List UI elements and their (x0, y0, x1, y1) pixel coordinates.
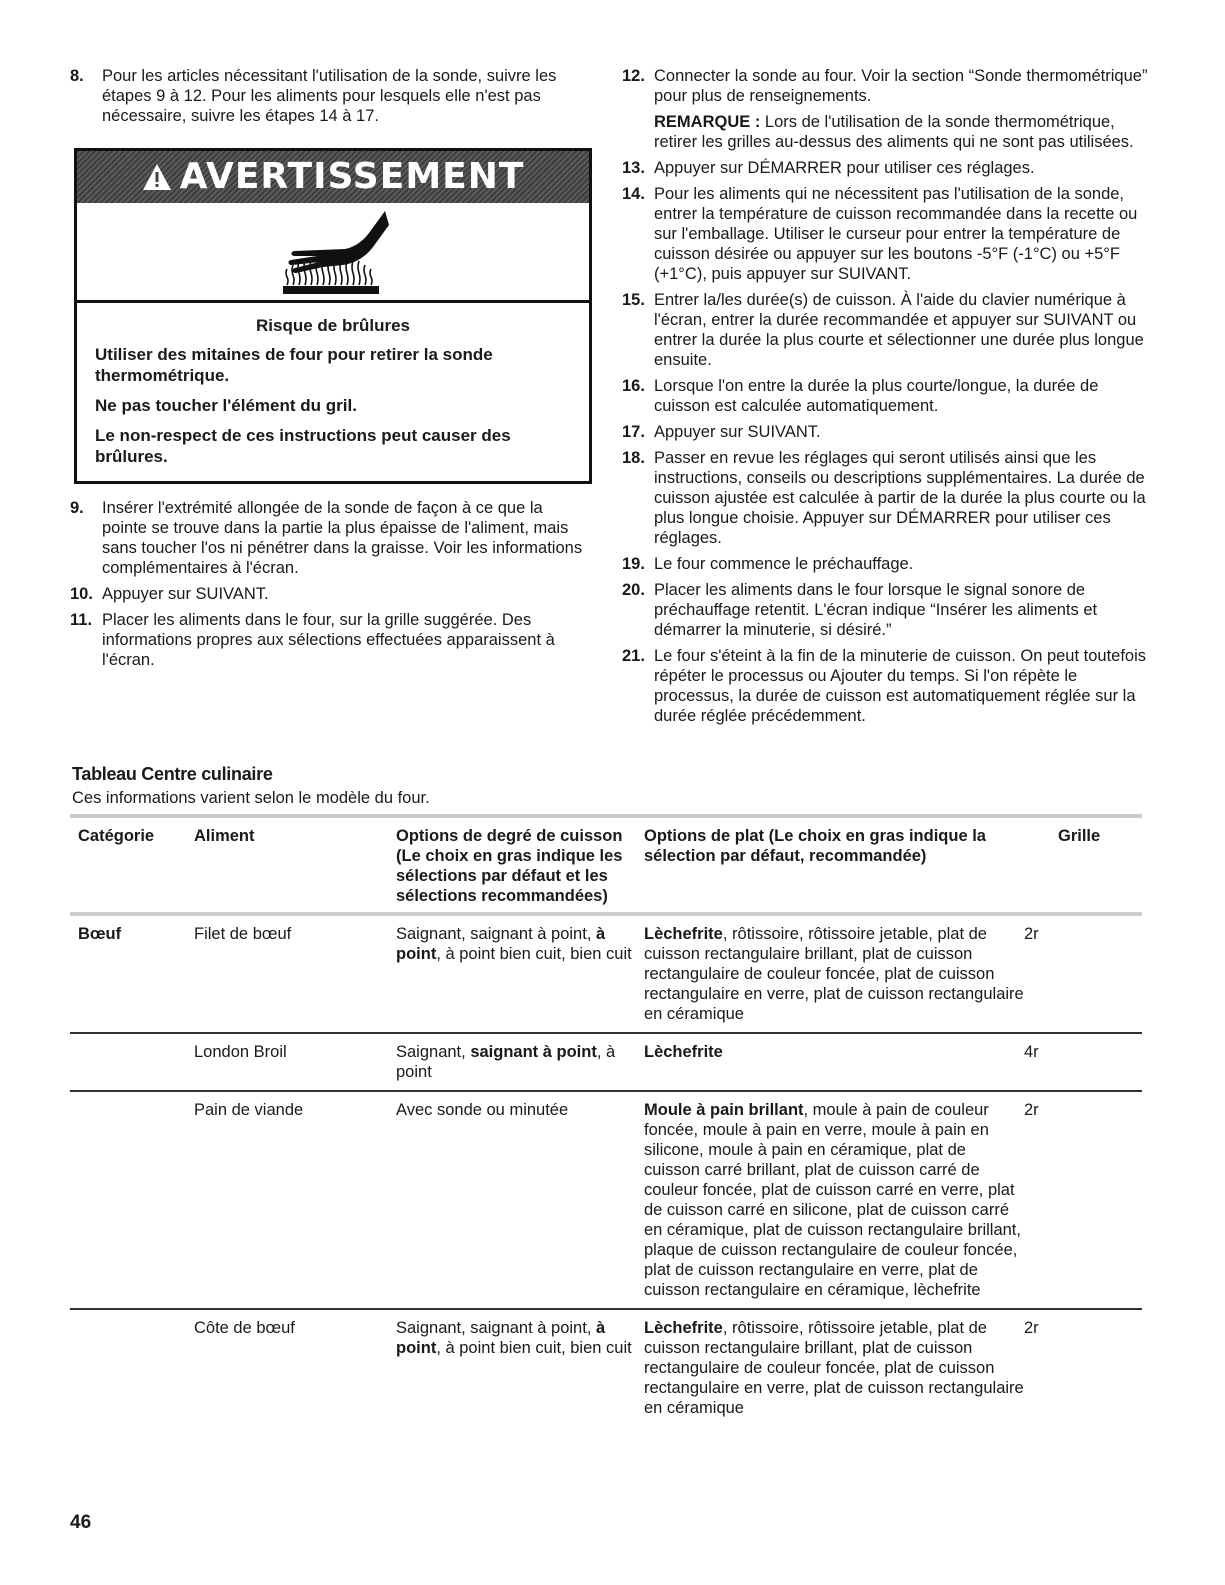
step-text: Pour les aliments qui ne nécessitent pas l'utilisation de la sonde, entrer la température de cuisson recommandée dans la recette ou sur l'emballage. Utiliser le curseur pour entrer la température de cuisson désirée ou appuyer sur les boutons -5°F (-1°C) ou +5°F (+1°C), puis appuyer sur SUIVANT. (654, 185, 1138, 283)
step-13 (622, 158, 1152, 178)
note-label: REMARQUE : (654, 113, 761, 131)
step-text: Pour les articles nécessitant l'utilisation de la sonde, suivre les étapes 9 à 12. Pour les aliments pour lesquels elle n'est pas nécessaire, suivre les étapes 14 à 17. (102, 67, 557, 125)
table-row (70, 916, 1142, 1034)
step-text: Lorsque l'on entre la durée la plus courte/longue, la durée de cuisson est calculée automatiquement. (654, 377, 1099, 415)
cell-category (70, 1318, 194, 1418)
cell-pan: Lèchefrite, rôtissoire, rôtissoire jetable, plat de cuisson rectangulaire brillant, plat de cuisson rectangulaire de couleur foncée, plat de cuisson rectangulaire en verre, plat de cuisson rectangulaire en céramique (644, 1319, 1024, 1417)
left-column (70, 66, 590, 676)
step-number: 8. (70, 67, 84, 85)
step-note (654, 112, 1152, 152)
cooking-table (70, 814, 1142, 1426)
step-number: 11. (70, 611, 93, 629)
cell-rack: 2r (1024, 1101, 1039, 1119)
step-number: 21. (622, 647, 645, 665)
cell-rack: 4r (1024, 1043, 1039, 1061)
right-column (622, 66, 1152, 732)
page-number: 46 (70, 1512, 92, 1533)
step-number: 13. (622, 159, 645, 177)
step-text: Appuyer sur SUIVANT. (654, 423, 821, 441)
step-text: Passer en revue les réglages qui seront utilisés ainsi que les instructions, conseils ou descriptions supplémentaires. La durée de cuisson ajustée est calculée à partir de la durée la plus courte ou la plus longue choisie. Appuyer sur DÉMARRER pour utiliser ces réglages. (654, 449, 1146, 547)
step-number: 12. (622, 67, 645, 85)
cell-rack: 2r (1024, 925, 1039, 943)
step-20 (622, 580, 1152, 640)
table-row (70, 1092, 1142, 1310)
step-16 (622, 376, 1152, 416)
step-19 (622, 554, 1152, 574)
step-12 (622, 66, 1152, 152)
step-9 (70, 498, 590, 578)
step-number: 19. (622, 555, 645, 573)
cell-doneness: Saignant, saignant à point, à point, à point bien cuit, bien cuit (396, 1319, 632, 1357)
table-row (70, 1310, 1142, 1426)
step-text: Le four commence le préchauffage. (654, 555, 914, 573)
cell-doneness: Saignant, saignant à point, à point, à point bien cuit, bien cuit (396, 925, 632, 963)
warning-body (77, 303, 589, 481)
step-14 (622, 184, 1152, 284)
cell-pan: Lèchefrite, rôtissoire, rôtissoire jetable, plat de cuisson rectangulaire brillant, plat de cuisson rectangulaire de couleur foncée, plat de cuisson rectangulaire en verre, plat de cuisson rectangulaire en céramique (644, 925, 1024, 1023)
step-number: 15. (622, 291, 645, 309)
step-text: Appuyer sur DÉMARRER pour utiliser ces réglages. (654, 159, 1035, 177)
header-category: Catégorie (78, 827, 155, 845)
step-11 (70, 610, 590, 670)
step-text: Appuyer sur SUIVANT. (102, 585, 269, 603)
table-title: Tableau Centre culinaire (72, 764, 273, 784)
step-number: 10. (70, 585, 93, 603)
cell-food: Pain de viande (194, 1101, 304, 1119)
step-18 (622, 448, 1152, 548)
step-8 (70, 66, 590, 126)
warning-header (77, 151, 589, 203)
header-doneness: Options de degré de cuisson (Le choix en gras indique les sélections par défaut et les sélections recommandées) (396, 827, 623, 905)
step-number: 18. (622, 449, 645, 467)
cell-food: Filet de bœuf (194, 925, 292, 943)
step-text: Connecter la sonde au four. Voir la section “Sonde thermométrique” pour plus de renseignements. (654, 67, 1148, 105)
step-text: Le four s'éteint à la fin de la minuterie de cuisson. On peut toutefois répéter le processus ou Ajouter du temps. Si l'on répète le processus, la durée de cuisson est automatiquement réglée sur la durée réglée précédemment. (654, 647, 1147, 725)
cell-doneness: Saignant, saignant à point, à point (396, 1043, 616, 1081)
warning-box (74, 148, 592, 484)
step-number: 14. (622, 185, 645, 203)
warning-risk: Risque de brûlures (256, 316, 410, 335)
header-rack: Grille (1058, 827, 1101, 845)
cell-food: Côte de bœuf (194, 1319, 295, 1337)
cell-pan: Lèchefrite (644, 1043, 723, 1061)
step-text: Placer les aliments dans le four, sur la grille suggérée. Des informations propres aux sélections effectuées apparaissent à l'écran. (102, 611, 555, 669)
warning-title: AVERTISSEMENT (179, 156, 525, 197)
cell-category (70, 1100, 194, 1300)
step-10 (70, 584, 590, 604)
cell-food: London Broil (194, 1043, 287, 1061)
step-number: 16. (622, 377, 645, 395)
cell-rack: 2r (1024, 1319, 1039, 1337)
step-15 (622, 290, 1152, 370)
cell-category (70, 1042, 194, 1082)
step-number: 9. (70, 499, 84, 517)
header-food: Aliment (194, 827, 255, 845)
step-17 (622, 422, 1152, 442)
hot-surface-hand-icon (77, 203, 589, 303)
warning-triangle-icon (142, 163, 172, 191)
warning-line: Ne pas toucher l'élément du gril. (95, 396, 357, 415)
step-text: Insérer l'extrémité allongée de la sonde de façon à ce que la pointe se trouve dans la partie la plus épaisse de l'aliment, mais sans toucher l'os ni pénétrer dans la graisse. Voir les informations complémentaires à l'écran. (102, 499, 583, 577)
table-subtitle: Ces informations varient selon le modèle du four. (72, 789, 430, 807)
table-header-row (70, 814, 1142, 916)
warning-line: Utiliser des mitaines de four pour retirer la sonde thermométrique. (95, 345, 493, 385)
step-number: 20. (622, 581, 645, 599)
cell-category: Bœuf (78, 925, 122, 943)
cell-doneness: Avec sonde ou minutée (396, 1101, 569, 1119)
table-row (70, 1034, 1142, 1092)
header-pan: Options de plat (Le choix en gras indique la sélection par défaut, recommandée) (644, 827, 986, 865)
step-number: 17. (622, 423, 645, 441)
step-text: Entrer la/les durée(s) de cuisson. À l'aide du clavier numérique à l'écran, entrer la durée recommandée et appuyer sur SUIVANT ou entrer la durée la plus courte et sélectionner une durée plus longue ensuite. (654, 291, 1144, 369)
step-21 (622, 646, 1152, 726)
step-text: Placer les aliments dans le four lorsque le signal sonore de préchauffage retentit. L'écran indique “Insérer les aliments et démarrer la minuterie, si désiré.” (654, 581, 1098, 639)
note-text: Lors de l'utilisation de la sonde thermométrique, retirer les grilles au-dessus des aliments qui ne sont pas utilisées. (654, 113, 1134, 151)
cell-pan: Moule à pain brillant, moule à pain de couleur foncée, moule à pain en verre, moule à pain en silicone, moule à pain en céramique, plat de cuisson carré brillant, plat de cuisson carré de couleur foncée, plat de cuisson carré en verre, plat de cuisson carré en silicone, plat de cuisson carré en céramique, plat de cuisson rectangulaire brillant, plaque de cuisson rectangulaire de couleur foncée, plat de cuisson rectangulaire en verre, plat de cuisson rectangulaire en céramique, lèchefrite (644, 1101, 1021, 1299)
warning-line: Le non-respect de ces instructions peut causer des brûlures. (95, 426, 511, 466)
